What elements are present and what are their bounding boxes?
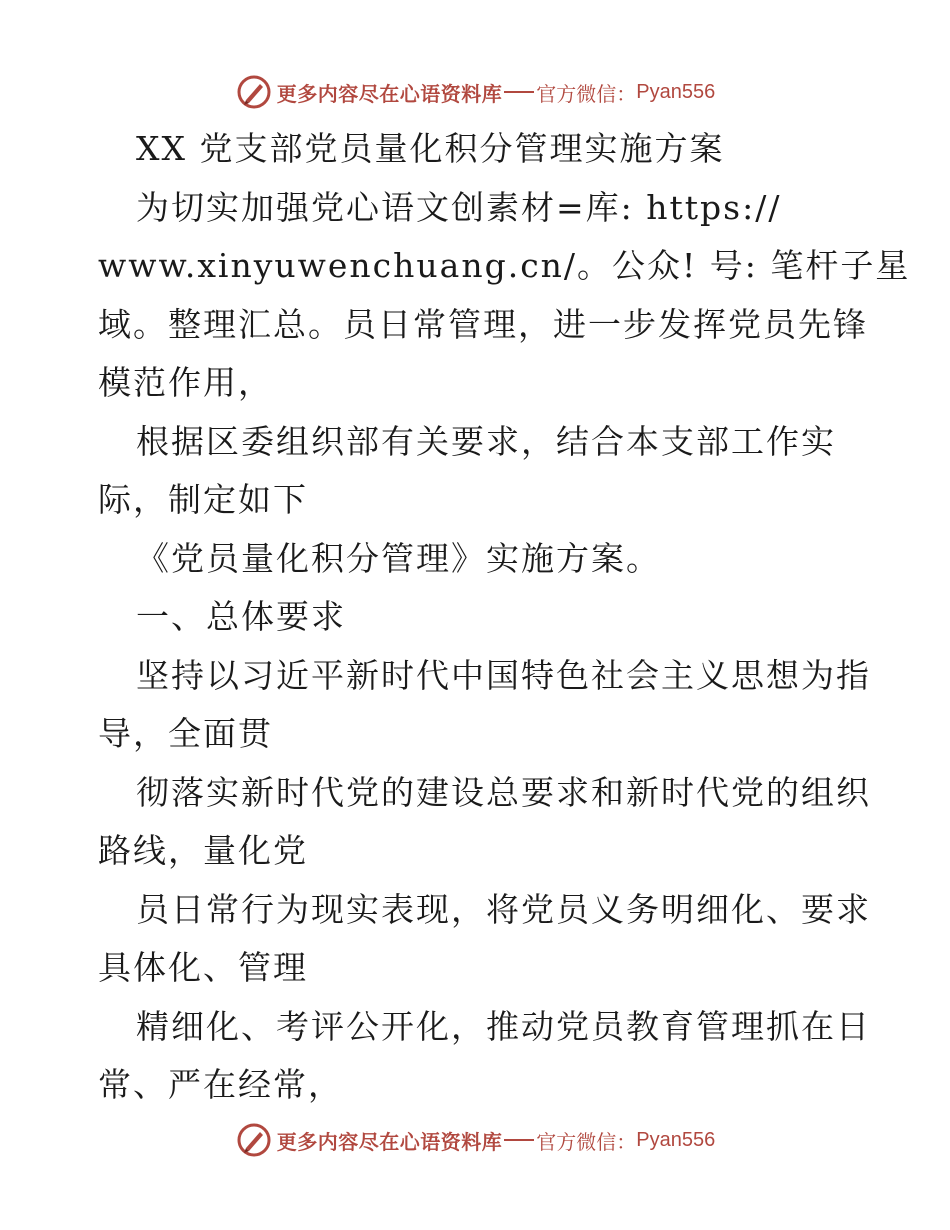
watermark-banner-bottom [0,1118,950,1162]
text-line: 路线，量化党 [98,831,308,870]
text-line: 常、严在经常， [98,1065,343,1104]
watermark-banner-top [0,70,950,114]
watermark-dash [504,1139,534,1141]
text-line: 坚持以习近平新时代中国特色社会主义思想为指 [136,655,871,695]
section-heading: 一、总体要求 [136,597,346,636]
watermark-dash [504,91,534,93]
pen-logo-icon [235,73,273,111]
text-line: www.xinyuwenchuang.cn/。公众! 号: 笔杆子星 [98,246,911,285]
text-line: 为切实加强党心语文创素材=库: https:// [136,187,782,227]
text-line: 模范作用， [98,363,273,402]
watermark-wechat-id: Pyan556 [636,1128,716,1151]
watermark-wechat-id: Pyan556 [636,80,716,103]
document-title: XX 党支部党员量化积分管理实施方案 [136,129,725,168]
text-line: 际，制定如下 [98,480,308,519]
pen-logo-icon [235,1121,273,1159]
text-line: 彻落实新时代党的建设总要求和新时代党的组织 [136,772,871,812]
text-line: 根据区委组织部有关要求，结合本支部工作实 [136,421,836,461]
watermark-wechat-label: 官方微信： [536,1129,637,1154]
text-line: 域。整理汇总。员日常管理，进一步发挥党员先锋 [98,304,868,344]
text-line: 导，全面贯 [98,714,273,753]
text-line: 精细化、考评公开化，推动党员教育管理抓在日 [136,1006,871,1046]
text-line: 具体化、管理 [98,948,308,987]
watermark-text: 更多内容尽在心语资料库 [276,81,503,106]
text-line: 《党员量化积分管理》实施方案。 [136,538,661,578]
watermark-text: 更多内容尽在心语资料库 [276,1129,503,1154]
watermark-wechat-label: 官方微信： [536,81,637,106]
document-body [98,120,911,1115]
text-line: 员日常行为现实表现，将党员义务明细化、要求 [136,889,871,929]
